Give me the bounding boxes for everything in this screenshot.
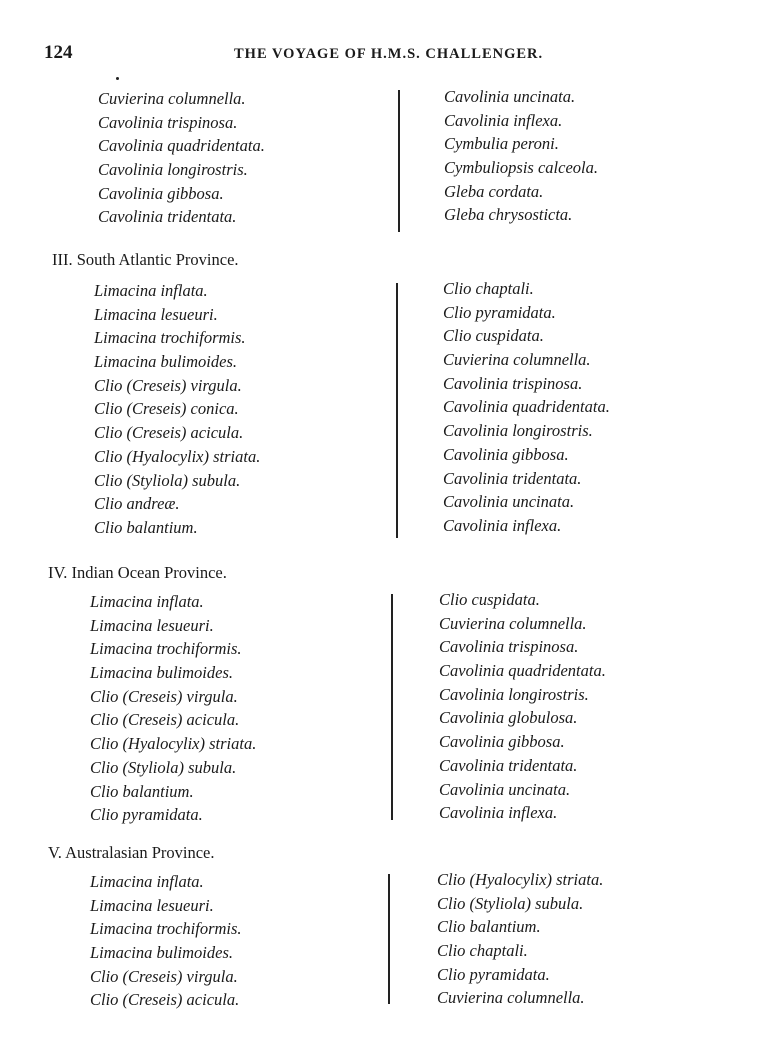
species-entry: Cavolinia tridentata. [443,468,582,488]
species-entry: Clio cuspidata. [439,590,540,609]
column-divider [388,874,390,1004]
species-entry: Cuvierina columnella. [439,613,587,633]
species-entry: Cavolinia uncinata. [439,779,571,799]
species-entry: Gleba cordata. [444,181,544,201]
species-entry: Cavolinia inflexa. [439,803,558,823]
species-entry: Clio balantium. [437,917,541,937]
south-atlantic-right-column [443,277,610,538]
species-entry: Clio pyramidata. [90,805,203,825]
species-entry: Cuvierina columnella. [443,350,591,370]
species-entry: Clio pyramidata. [443,302,556,322]
section-heading-south-atlantic: III. South Atlantic Province. [52,250,239,269]
australasian-left-column [90,870,242,1012]
species-entry: Clio (Creseis) virgula. [94,375,242,395]
species-entry: Clio (Creseis) acicula. [90,990,240,1010]
stray-ink-dot [116,77,119,80]
indian-ocean-left-column [90,590,256,827]
species-entry: Gleba chrysosticta. [444,205,573,225]
species-entry: Limacina lesueuri. [94,304,218,324]
species-entry: Cavolinia uncinata. [444,87,576,106]
species-entry: Clio (Creseis) acicula. [90,710,240,730]
column-divider [398,90,400,232]
section-heading-australasian: V. Australasian Province. [48,843,215,862]
species-entry: Clio (Creseis) acicula. [94,423,244,443]
species-entry: Cavolinia longirostris. [443,421,593,441]
species-entry: Cavolinia uncinata. [443,492,575,512]
continuation-right-column [444,85,598,227]
species-entry: Cavolinia inflexa. [444,110,563,130]
species-entry: Limacina trochiformis. [90,919,242,939]
species-entry: Cavolinia longirostris. [98,160,248,180]
species-entry: Clio (Hyalocylix) striata. [437,870,604,889]
species-entry: Limacina inflata. [90,872,204,891]
species-entry: Limacina bulimoides. [90,943,233,963]
species-entry: Limacina trochiformis. [90,639,242,659]
species-entry: Clio (Styliola) subula. [437,893,584,913]
species-entry: Clio chaptali. [437,941,528,961]
species-entry: Cavolinia quadridentata. [439,661,606,681]
species-entry: Clio (Creseis) virgula. [90,686,238,706]
species-entry: Limacina bulimoides. [94,352,237,372]
species-entry: Clio (Creseis) conica. [94,399,239,419]
indian-ocean-right-column [439,588,606,825]
species-entry: Cavolinia trispinosa. [98,112,238,132]
species-entry: Clio balantium. [90,781,194,801]
species-entry: Clio balantium. [94,517,198,537]
species-entry: Cavolinia gibbosa. [443,444,569,464]
species-entry: Clio cuspidata. [443,326,544,346]
section-heading-indian-ocean: IV. Indian Ocean Province. [48,563,227,582]
running-title: THE VOYAGE OF H.M.S. CHALLENGER. [234,46,544,62]
species-entry: Clio (Hyalocylix) striata. [94,446,261,466]
column-divider [396,283,398,538]
species-entry: Cavolinia gibbosa. [98,183,224,203]
species-entry: Cavolinia quadridentata. [443,397,610,417]
species-entry: Cymbuliopsis calceola. [444,158,598,178]
species-entry: Clio andreæ. [94,494,180,514]
south-atlantic-left-column [94,279,260,540]
species-entry: Cymbulia peroni. [444,134,559,154]
species-entry: Clio chaptali. [443,279,534,298]
australasian-right-column [437,868,603,1010]
species-entry: Limacina inflata. [90,592,204,611]
species-entry: Cavolinia tridentata. [439,755,578,775]
species-entry: Clio (Styliola) subula. [90,757,237,777]
species-entry: Limacina trochiformis. [94,328,246,348]
species-entry: Limacina lesueuri. [90,615,214,635]
species-entry: Clio (Styliola) subula. [94,470,241,490]
species-entry: Clio (Creseis) virgula. [90,966,238,986]
column-divider [391,594,393,820]
species-entry: Cavolinia longirostris. [439,684,589,704]
species-entry: Clio pyramidata. [437,964,550,984]
species-entry: Limacina bulimoides. [90,663,233,683]
species-entry: Cavolinia tridentata. [98,207,237,227]
species-entry: Cavolinia quadridentata. [98,136,265,156]
species-entry: Cavolinia globulosa. [439,708,578,728]
page-number: 124 [44,42,73,63]
species-entry: Cavolinia trispinosa. [443,373,583,393]
species-entry: Clio (Hyalocylix) striata. [90,734,257,754]
species-entry: Cavolinia trispinosa. [439,637,579,657]
continuation-left-column [98,87,265,229]
species-entry: Cavolinia gibbosa. [439,732,565,752]
species-entry: Cavolinia inflexa. [443,515,562,535]
species-entry: Limacina inflata. [94,281,208,300]
species-entry: Limacina lesueuri. [90,895,214,915]
species-entry: Cuvierina columnella. [437,988,585,1008]
species-entry: Cuvierina columnella. [98,89,246,108]
